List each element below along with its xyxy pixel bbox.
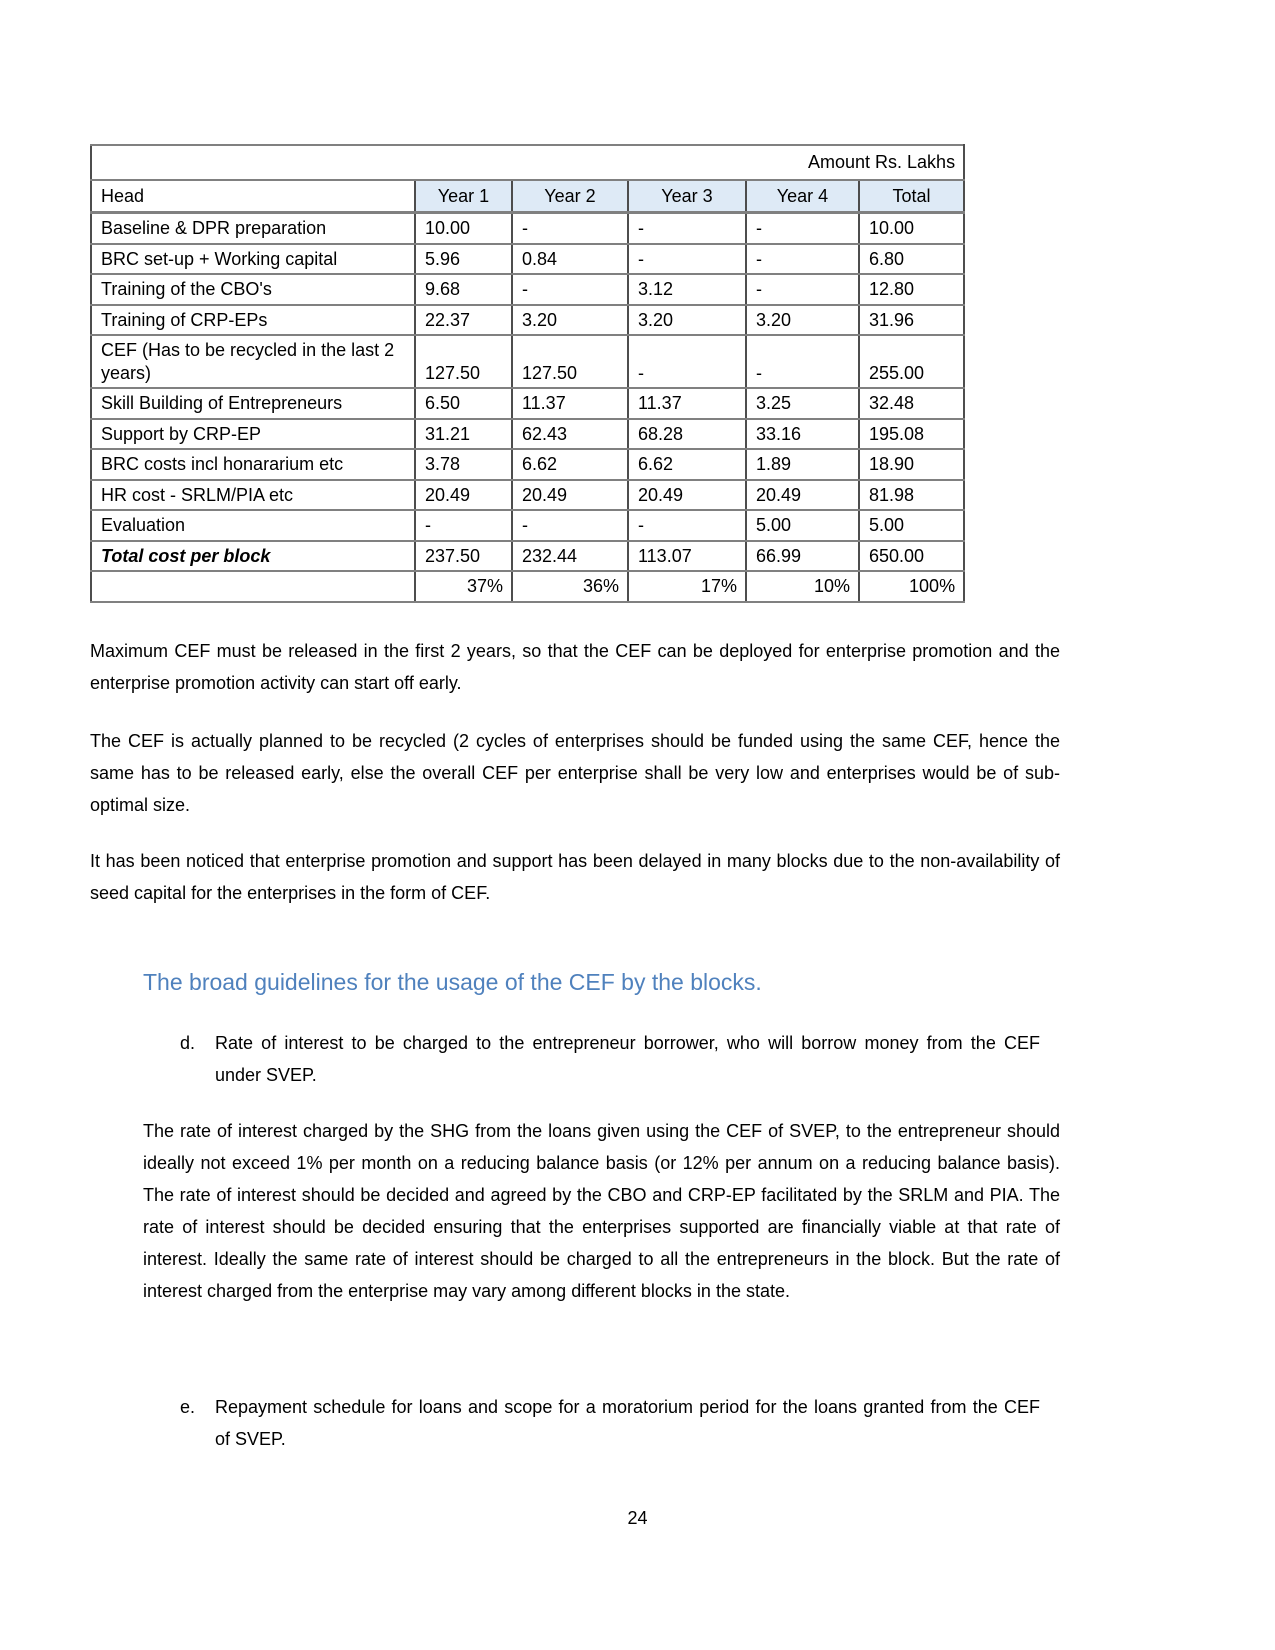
table-row [91,419,964,450]
row-value: 31.21 [415,419,512,450]
column-header-head: Head [91,180,415,213]
row-value: - [746,335,859,388]
page-content [90,0,1060,1455]
row-value: 0.84 [512,244,628,275]
total-row-value: 232.44 [512,541,628,572]
row-head: Skill Building of Entrepreneurs [91,388,415,419]
row-value: - [628,335,746,388]
table-row [91,244,964,275]
percent-row-value: 17% [628,571,746,602]
row-value: 255.00 [859,335,964,388]
section-heading-broad-guidelines: The broad guidelines for the usage of the CEF by the blocks. [143,968,762,995]
table-row [91,305,964,336]
percent-row-value: 10% [746,571,859,602]
paragraph-delay-notice: It has been noticed that enterprise promotion and support has been delayed in many blocks due to the non-availability of seed capital for the enterprises in the form of CEF. [90,850,1060,903]
row-value: 32.48 [859,388,964,419]
row-value: 10.00 [415,213,512,244]
list-marker-e: e. [180,1396,196,1417]
percent-row-value: 100% [859,571,964,602]
list-item-d-text: Rate of interest to be charged to the entrepreneur borrower, who will borrow money from the CEF under SVEP. [215,1032,1040,1085]
list-item-d [180,1027,1040,1091]
row-value: 5.96 [415,244,512,275]
row-value: 20.49 [746,480,859,511]
row-value: 195.08 [859,419,964,450]
table-row [91,510,964,541]
row-head: BRC set-up + Working capital [91,244,415,275]
row-value: 81.98 [859,480,964,511]
table-header-row [91,180,964,213]
row-value: 22.37 [415,305,512,336]
total-row-head: Total cost per block [91,541,415,572]
row-value: 3.20 [512,305,628,336]
row-head: HR cost - SRLM/PIA etc [91,480,415,511]
row-value: - [746,213,859,244]
row-value: - [746,274,859,305]
percent-row-head [91,571,415,602]
table-row [91,480,964,511]
row-value: 6.80 [859,244,964,275]
row-value: 5.00 [859,510,964,541]
row-value: 33.16 [746,419,859,450]
paragraph-max-cef: Maximum CEF must be released in the first 2 years, so that the CEF can be deployed for enterprise promotion and the enterprise promotion activity can start off early. [90,640,1060,693]
row-value: 31.96 [859,305,964,336]
paragraph-rate-of-interest: The rate of interest charged by the SHG from the loans given using the CEF of SVEP, to the entrepreneur should ideally not exceed 1% per month on a reducing balance basis (or 12% per annum on a reducing balance basis). The rate of interest should be decided and agreed by the CBO and CRP-EP facilitated by the SRLM and PIA. The rate of interest should be decided ensuring that the enterprises supported are financially viable at that rate of interest. Ideally the same rate of interest should be charged to all the entrepreneurs in the block. But the rate of interest charged from the enterprise may vary among different blocks in the state. [143,1120,1060,1301]
list-item-e-text: Repayment schedule for loans and scope for a moratorium period for the loans granted from the CEF of SVEP. [215,1396,1040,1449]
row-value: - [628,510,746,541]
table-row [91,213,964,244]
row-value: 68.28 [628,419,746,450]
table-row [91,388,964,419]
row-value: 6.50 [415,388,512,419]
column-header-year-2: Year 2 [512,180,628,213]
total-row-value: 650.00 [859,541,964,572]
table-row [91,274,964,305]
total-row-value: 66.99 [746,541,859,572]
row-value: 6.62 [628,449,746,480]
row-head: CEF (Has to be recycled in the last 2 years) [91,335,415,388]
row-head: Evaluation [91,510,415,541]
row-value: 12.80 [859,274,964,305]
row-value: 10.00 [859,213,964,244]
row-value: - [512,274,628,305]
column-header-year-3: Year 3 [628,180,746,213]
percent-row-value: 37% [415,571,512,602]
row-head: Training of CRP-EPs [91,305,415,336]
total-row-value: 237.50 [415,541,512,572]
row-value: 127.50 [415,335,512,388]
list-item-e [180,1391,1040,1455]
column-header-total: Total [859,180,964,213]
row-value: 62.43 [512,419,628,450]
page-number: 24 [627,1508,648,1528]
row-value: - [512,510,628,541]
row-value: 3.25 [746,388,859,419]
table-unit-row [91,145,964,180]
row-value: 11.37 [512,388,628,419]
column-header-year-4: Year 4 [746,180,859,213]
row-value: 127.50 [512,335,628,388]
row-value: 18.90 [859,449,964,480]
row-value: 1.89 [746,449,859,480]
table-total-row [91,541,964,572]
row-value: 11.37 [628,388,746,419]
percent-row-value: 36% [512,571,628,602]
row-value: - [746,244,859,275]
amount-unit-note: Amount Rs. Lakhs [91,145,964,180]
row-value: 3.78 [415,449,512,480]
table-percent-row [91,571,964,602]
paragraph-cef-recycled: The CEF is actually planned to be recycled (2 cycles of enterprises should be funded using the same CEF, hence the same has to be released early, else the overall CEF per enterprise shall be very low and enterprises would be of sub-optimal size. [90,730,1060,815]
table-row [91,335,964,388]
row-value: - [512,213,628,244]
row-value: 6.62 [512,449,628,480]
row-value: 3.20 [628,305,746,336]
row-value: 20.49 [415,480,512,511]
row-head: Support by CRP-EP [91,419,415,450]
row-value: 3.12 [628,274,746,305]
list-marker-d: d. [180,1032,196,1053]
budget-table-body [91,213,964,602]
row-value: - [415,510,512,541]
row-value: 20.49 [628,480,746,511]
row-value: 3.20 [746,305,859,336]
row-head: BRC costs incl honararium etc [91,449,415,480]
table-row [91,449,964,480]
row-head: Training of the CBO's [91,274,415,305]
budget-table [90,144,965,603]
row-value: 20.49 [512,480,628,511]
row-head: Baseline & DPR preparation [91,213,415,244]
total-row-value: 113.07 [628,541,746,572]
column-header-year-1: Year 1 [415,180,512,213]
row-value: 5.00 [746,510,859,541]
row-value: - [628,213,746,244]
row-value: 9.68 [415,274,512,305]
row-value: - [628,244,746,275]
